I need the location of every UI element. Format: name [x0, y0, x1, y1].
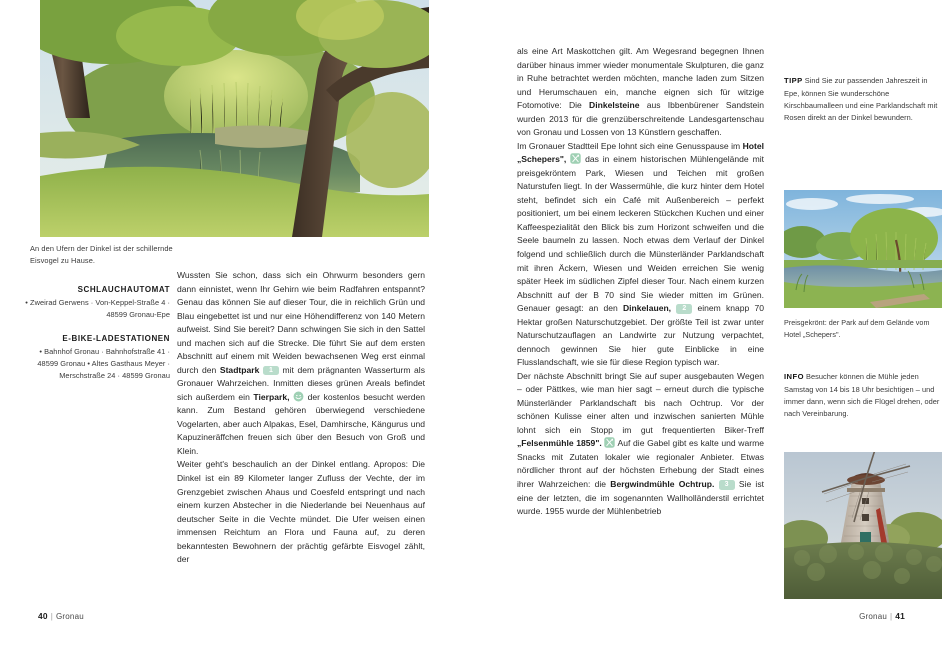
chapter-name-left: Gronau [56, 612, 84, 621]
info-body-schlauchautomat: • Zweirad Gerwens · Von-Keppel-Straße 4 · 48599 Gronau-Epe [25, 298, 170, 319]
paragraph: Im Gronauer Stadtteil Epe lohnt sich eine Genusspause im Hotel „Schepers", das in einem historischen Mühlengelände mit preisgekröntem Park, Wiesen und Teichen mit großen Naturstufen liegt. In der Wassermühle, die kurz hinter dem Hotel steht, befindet sich ein Café mit Außenbereich – perfekt positioniert, um bei einem leckeren Stückchen Kuchen und einer Kaffeespezialität den Blick bis zum Horizont schweifen und die Seele baumeln zu lassen. Noch etwas dem Verlauf der Dinkel folgend und schließlich durch die Münsterländer Parklandschaft mit ihren Äckern, Wiesen und Weiden erreichen Sie wenig später Heek im südlichen Zipfel dieser Tour. Nach einem kurzen Abschnitt auf der B 70 sind Sie wieder mitten im Grünen. Genauer gesagt: an den Dinkelauen, 2 einem knapp 70 Hektar großen Naturschutzgebiet. Der größte Teil ist zwar unter Naturschutzauflagen an Landwirte zur Nutzung verpachtet, dennoch gewinnen Sie hier gute Einblicke in eine Flusslandschaft, wie sie für diese Region typisch war. [517, 140, 764, 368]
tipp-body: Sind Sie zur passenden Jahreszeit in Epe, können Sie wunderschöne Kirschbaumalleen und eine Parklandschaft mit Rosen direkt an der Dinkel bewundern. [784, 76, 938, 123]
poi-name: Hotel „Schepers", [517, 140, 764, 165]
info-body: Besucher können die Mühle jeden Samstag von 14 bis 18 Uhr besichtigen – und immer dann, wenn sich die Flügel drehen, oder nach Vereinbarung. [784, 372, 940, 419]
paragraph: Der nächste Abschnitt bringt Sie auf super ausgebauten Wegen – oder Pättkes, wie man hier sagt – erneut durch die typische Münsterländer Parklandschaft bis nach Ochtrup. Vor der schönen Kulisse einer alten und inzwischen sanierten Mühle lohnt sich ein Stopp im gut frequentierten Biker-Treff „Felsenmühle 1859". Auf die Gabel gibt es kalte und warme Snacks mit Zutaten lokaler wie regionaler Anbieter. Etwas nördlicher thront auf der höchsten Erhebung der Stadt eines ihrer Wahrzeichen: die Bergwindmühle Ochtrup. 3 Sie ist eine der letzten, die im sogenannten Wallholländerstil errichtet wurde. 1955 wurde der Mühlenbetrieb [517, 370, 765, 517]
poi-name: Dinkelsteine [589, 100, 640, 111]
restaurant-icon [570, 153, 581, 164]
footer-separator-right: | [890, 612, 893, 621]
left-info-block [20, 285, 170, 395]
info-label: INFO [784, 372, 804, 381]
tipp-label: TIPP [784, 76, 803, 85]
bergwindmuehle-ochtrup-photo [784, 452, 942, 599]
restaurant-icon [604, 437, 615, 448]
info-heading-ebike: E-BIKE-LADESTATIONEN [62, 333, 170, 343]
info-heading-schlauchautomat: SCHLAUCHAUTOMAT [77, 285, 170, 294]
info-box [784, 371, 942, 420]
poi-name: Tierpark, [253, 391, 290, 402]
paragraph: Wussten Sie schon, dass sich ein Ohrwurm besonders gern dann einnistet, wenn Ihr Gehirn wie beim Radfahren entspannt? Genau das können Sie auf dieser Tour, die in reichlich Grün und Blau eingebettet ist und nur eine Höhendifferenz von 140 Metern aufweist. Sind Sie bereit? Dann schwingen Sie sich in den Sattel und machen sich auf die Strecke. Die führt Sie auf dem ersten Abschnitt auf einem mit Weiden bewachsenen Weg erst einmal durch den Stadtpark 1 mit dem prägnanten Wasserturm als Gronauer Wahrzeichen. Inmitten dieses grünen Areals befindet sich außerdem ein Tierpark, der kostenlos besucht werden kann. Zum Bestand gehören überwiegend verschiedene Vogelarten, aber auch Alpakas, Esel, Damhirsche, Kängurus und Kapuzineräffchen freuen sich über den Besuch von Groß und Klein. [177, 270, 426, 456]
footer-separator-left: | [50, 612, 53, 621]
schepers-park-caption: Preisgekrönt: der Park auf dem Gelände vom Hotel „Schepers". [784, 318, 930, 339]
paragraph: Weiter geht's beschaulich an der Dinkel entlang. Apropos: Die Dinkel ist ein 89 Kilometer langer Zufluss der Vechte, der im Grenzgebiet zwischen Ahaus und Coesfeld entspringt und nach einem kurzen Abstecher in die Niederlande bei Neuenhaus auf deutscher Seite in die Vechte mündet. Die Ufer weisen einen immensen Reichtum an Flora und Fauna auf, zu deren bekanntesten Bewohnern der prächtig gefärbte Eisvogel zählt, der [177, 459, 425, 565]
animal-park-icon [293, 391, 304, 402]
schepers-park-pond-photo [784, 190, 942, 308]
body-column-left [177, 269, 425, 567]
info-body-ebike: • Bahnhof Gronau · Bahnhofstraße 41 · 48599 Gronau • Altes Gasthaus Meyer · Merschstraße 24 · 48599 Gronau [37, 346, 170, 380]
chapter-name-right: Gronau [859, 612, 887, 621]
page-number-left: 40 [38, 611, 48, 621]
poi-name: Stadtpark [219, 364, 260, 375]
park-pond-willow-photo [40, 0, 429, 237]
tipp-box [784, 75, 942, 124]
body-column-right [517, 45, 764, 519]
poi-name: Dinkelauen, [622, 303, 672, 314]
waypoint-badge-2: 2 [676, 304, 692, 314]
paragraph: als eine Art Maskottchen gilt. Am Wegesrand begegnen Ihnen darüber hinaus immer wieder monumentale Skulpturen, die ganz in Ruhe betrachtet werden möchten, manche laden zum Sitzen und Herumschauen ein, manche eignen sich für witzige Fotomotive: Die Dinkelsteine aus Ibbenbürener Sandstein wurden 2013 für die grenzüberschreitende Landesgartenschau von Gronau und Lossen von 13 Künstlern geschaffen. [517, 46, 764, 138]
waypoint-badge-3: 3 [719, 480, 735, 490]
left-page [0, 0, 471, 648]
waypoint-badge-1: 1 [263, 366, 279, 376]
hero-caption: An den Ufern der Dinkel ist der schillernde Eisvogel zu Hause. [30, 244, 173, 265]
footer-right [859, 611, 905, 621]
page-number-right: 41 [895, 611, 905, 621]
poi-name: Bergwindmühle Ochtrup. [610, 479, 715, 489]
poi-name: „Felsenmühle 1859". [517, 438, 602, 449]
footer-left [38, 611, 84, 621]
